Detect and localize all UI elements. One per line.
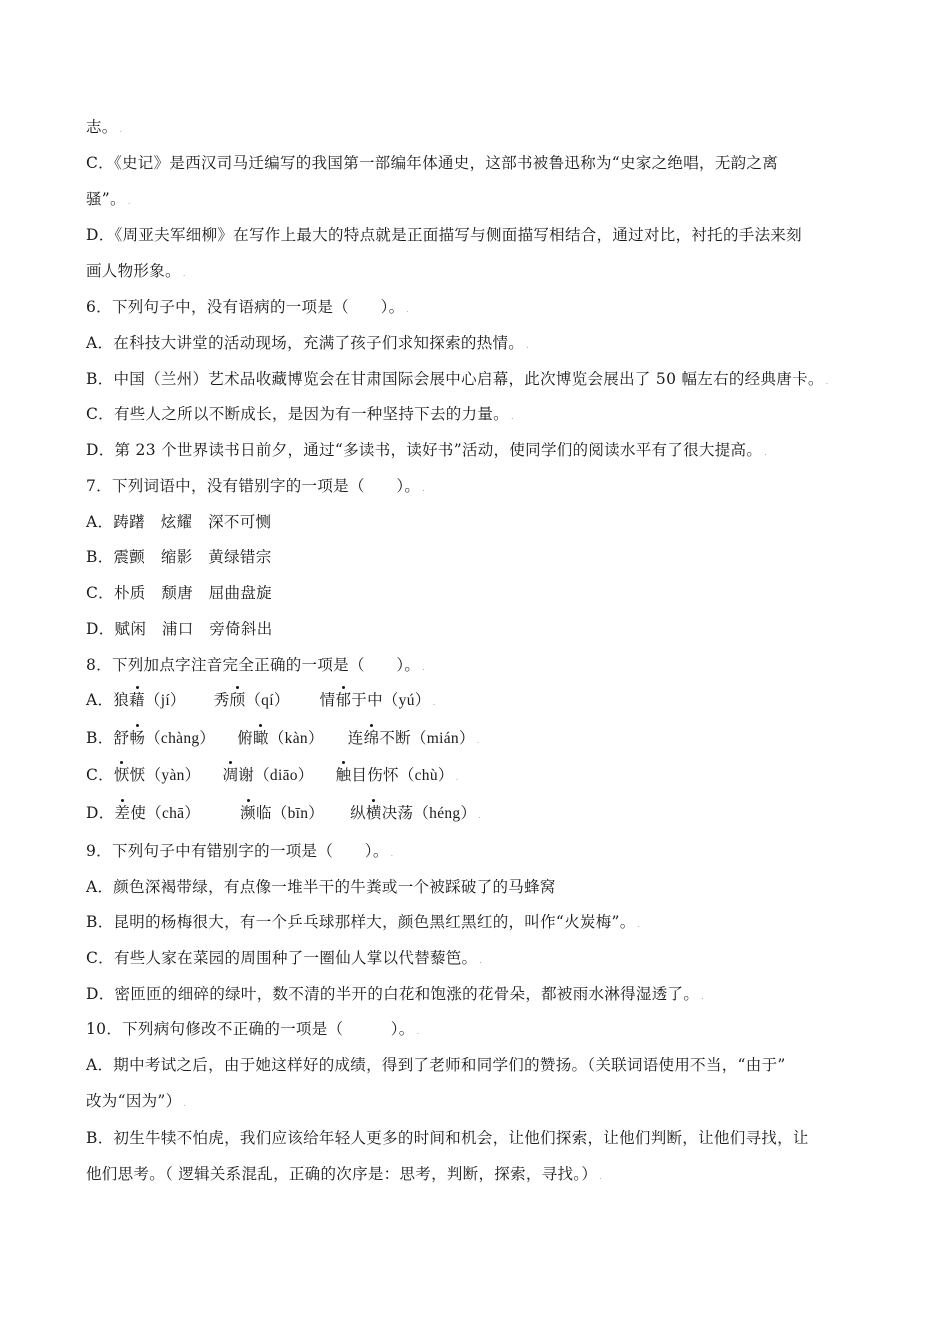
question-8: 8．下列加点字注音完全正确的一项是（ ）。 . [86, 656, 426, 674]
text-line: D．《周亚夫军细柳》在写作上最大的特点就是正面描写与侧面描写相结合，通过对比，衬托的手法来刻 [86, 226, 802, 244]
paragraph-mark: . [422, 663, 426, 672]
q9-option-a: A．颜色深褐带绿，有点像一堆半干的牛粪或一个被踩破了的马蜂窝 [86, 878, 556, 896]
paragraph-mark: . [479, 956, 483, 965]
text-line: 改为“因为”） . [86, 1092, 187, 1110]
q8-option-a: A．狼藉（jí） 秀颀（qí） 情郁于中（yú） . [86, 691, 436, 709]
paragraph-mark: . [390, 849, 394, 858]
paragraph-mark: . [478, 811, 482, 820]
q6-option-d: D．第 23 个世界读书日前夕，通过“多读书，读好书”活动，使同学们的阅读水平有了很大提高。 . [86, 441, 767, 459]
paragraph-mark: . [422, 484, 426, 493]
text-line: 他们思考。（ 逻辑关系混乱，正确的次序是：思考，判断，探索，寻找。） . [86, 1165, 602, 1183]
paragraph-mark: . [599, 1172, 602, 1181]
dotted-char: 畅 [129, 729, 146, 747]
text-line: 志。 . [86, 118, 123, 136]
dotted-char: 瞰 [253, 729, 269, 747]
paragraph-mark: . [510, 412, 514, 421]
dotted-char: 恹 [113, 766, 130, 784]
paragraph-mark: . [432, 698, 436, 707]
text-line: 骚”。 . [86, 190, 131, 208]
question-6: 6．下列句子中，没有语病的一项是（ ）。 . [86, 298, 410, 316]
q10-option-a: A．期中考试之后，由于她这样好的成绩，得到了老师和同学们的赞扬。（关联词语使用不当，“由于” [86, 1056, 786, 1074]
paragraph-mark: . [183, 1099, 187, 1108]
dotted-char: 郁 [335, 691, 352, 709]
paragraph-mark: . [637, 920, 641, 929]
paragraph-mark: . [476, 736, 480, 745]
q9-option-c: C．有些人家在菜园的周围种了一圈仙人掌以代替藜笆。 . [86, 949, 483, 967]
q7-option-a: A．踌躇 炫耀 深不可恻 [86, 513, 272, 531]
paragraph-mark: . [526, 341, 529, 350]
q8-option-d: D．差使（chā） 濒临（bīn） 纵横决荡（héng） . [86, 804, 482, 822]
q8-option-c: C．恹恹（yàn） 凋谢（diāo） 触目伤怀（chù） . [86, 766, 459, 784]
q6-option-c: C．有些人之所以不断成长，是因为有一种坚持下去的力量。 . [86, 405, 514, 423]
paragraph-mark: . [119, 125, 123, 134]
paragraph-mark: . [127, 197, 131, 206]
dotted-char: 凋 [222, 766, 239, 784]
text-line: 画人物形象。 . [86, 262, 186, 280]
paragraph-mark: . [406, 305, 410, 314]
question-10: 10．下列病句修改不正确的一项是（ ）。 . [86, 1020, 420, 1038]
question-7: 7．下列词语中，没有错别字的一项是（ ）。 . [86, 477, 426, 495]
q7-option-d: D．赋闲 浦口 旁倚斜出 [86, 620, 273, 638]
q6-option-b: B．中国（兰州）艺术品收藏博览会在甘肃国际会展中心启幕，此次博览会展出了 50 幅左右的经典唐卡。 . [86, 370, 829, 388]
paragraph-mark: . [182, 269, 186, 278]
dotted-char: 横 [365, 804, 382, 822]
q9-option-b: B．昆明的杨梅很大，有一个乒乓球那样大，颜色黑红黑红的，叫作“火炭梅”。 . [86, 913, 641, 931]
q7-option-c: C．朴质 颓唐 屈曲盘旋 [86, 584, 272, 602]
question-9: 9．下列句子中有错别字的一项是（ ）。 . [86, 842, 394, 860]
q9-option-d: D．密匝匝的细碎的绿叶，数不清的半开的白花和饱涨的花骨朵，都被雨水淋得湿透了。 . [86, 985, 704, 1003]
dotted-char: 差 [114, 804, 131, 822]
paragraph-mark: . [416, 1027, 420, 1036]
paragraph-mark: . [825, 377, 829, 386]
q6-option-a: A．在科技大讲堂的活动现场，充满了孩子们求知探索的热情。 . [86, 334, 529, 352]
paragraph-mark: . [701, 992, 704, 1001]
dotted-char: 绵 [363, 729, 380, 747]
text-line: C．《史记》是西汉司马迁编写的我国第一部编年体通史，这部书被鲁迅称为“史家之绝唱，无韵之离 [86, 154, 779, 172]
dotted-char: 濒 [240, 804, 256, 822]
q7-option-b: B．震颤 缩影 黄绿错宗 [86, 548, 272, 566]
dotted-char: 藉 [129, 691, 145, 709]
q8-option-b: B．舒畅（chàng） 俯瞰（kàn） 连绵不断（mián） . [86, 729, 480, 747]
q10-option-b: B．初生牛犊不怕虎，我们应该给年轻人更多的时间和机会，让他们探索，让他们判断，让他们寻找，让 [86, 1129, 809, 1147]
dotted-char: 颀 [229, 691, 246, 709]
paragraph-mark: . [455, 773, 459, 782]
paragraph-mark: . [764, 448, 767, 457]
dotted-char: 触 [335, 766, 352, 784]
